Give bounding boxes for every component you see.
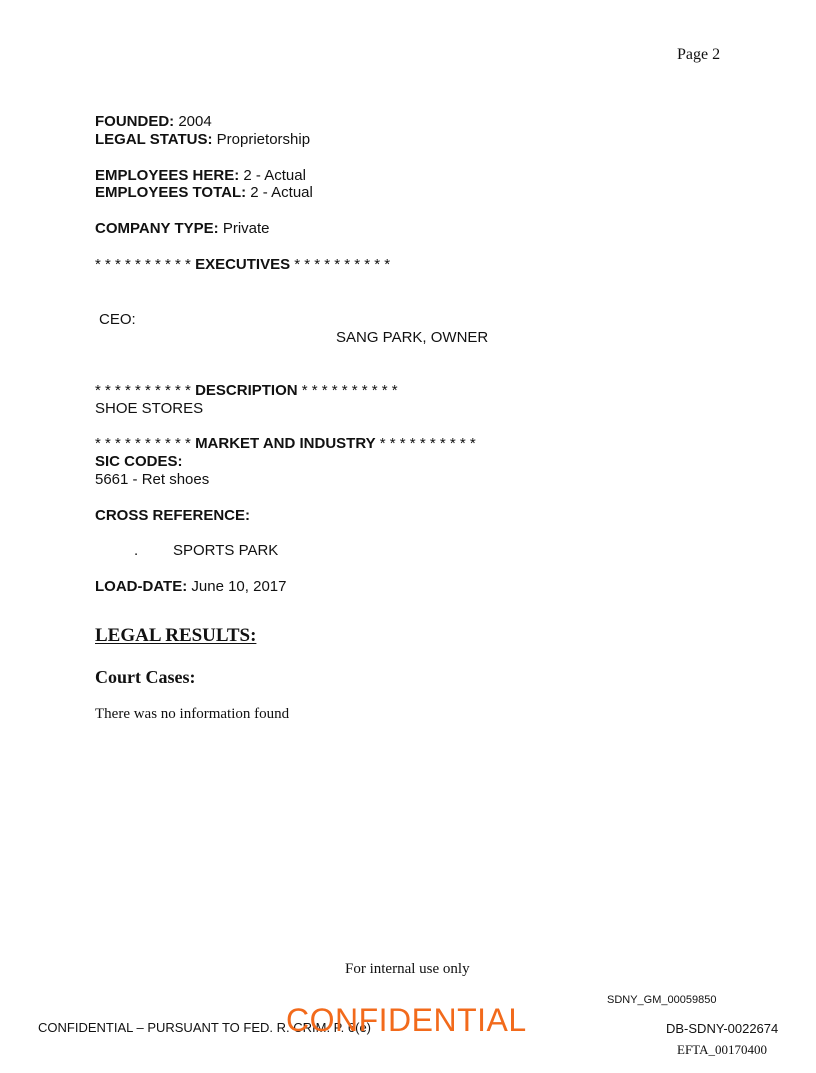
page-number: Page 2	[677, 46, 721, 63]
company-type-line	[95, 220, 270, 238]
company-type-value: Private	[222, 220, 270, 237]
market-stars-right: * * * * * * * * * *	[379, 435, 476, 452]
internal-use-notice: For internal use only	[345, 961, 470, 977]
legal-status-value: Proprietorship	[216, 131, 311, 148]
description-text: SHOE STORES	[95, 400, 204, 417]
sic-codes-label: SIC CODES:	[95, 453, 183, 470]
court-cases-heading: Court Cases:	[95, 667, 196, 687]
executives-heading	[95, 256, 390, 274]
employees-here-line	[95, 167, 306, 185]
bates-number-db: DB-SDNY-0022674	[666, 1021, 779, 1036]
employees-total-label: EMPLOYEES TOTAL:	[95, 184, 247, 201]
market-heading	[95, 435, 476, 453]
founded-line	[95, 113, 212, 131]
legal-results-heading: LEGAL RESULTS:	[95, 625, 257, 646]
cross-reference-bullet: .	[134, 542, 139, 559]
executive-role: CEO:	[99, 311, 136, 328]
cross-reference-label: CROSS REFERENCE:	[95, 507, 251, 524]
legal-status-line	[95, 131, 310, 149]
bates-number-sdny-gm: SDNY_GM_00059850	[607, 994, 717, 1006]
court-cases-text: There was no information found	[95, 706, 290, 722]
employees-total-value: 2 - Actual	[250, 184, 313, 201]
confidential-notice: CONFIDENTIAL – PURSUANT TO FED. R. CRIM. P. 6(e)	[38, 1020, 372, 1035]
description-title: DESCRIPTION	[195, 382, 298, 399]
sic-codes-value: 5661 - Ret shoes	[95, 471, 210, 488]
executives-title: EXECUTIVES	[195, 256, 291, 273]
description-stars-left: * * * * * * * * * *	[95, 382, 191, 399]
employees-here-value: 2 - Actual	[243, 167, 306, 184]
description-stars-right: * * * * * * * * * *	[301, 382, 398, 399]
bates-number-efta: EFTA_00170400	[677, 1042, 767, 1057]
cross-reference-value: SPORTS PARK	[173, 542, 279, 559]
market-title: MARKET AND INDUSTRY	[195, 435, 376, 452]
legal-status-label: LEGAL STATUS:	[95, 131, 213, 148]
load-date-line	[95, 578, 286, 596]
employees-here-label: EMPLOYEES HERE:	[95, 167, 240, 184]
executives-stars-left: * * * * * * * * * *	[95, 256, 191, 273]
executives-stars-right: * * * * * * * * * *	[294, 256, 391, 273]
founded-value: 2004	[178, 113, 212, 130]
company-type-label: COMPANY TYPE:	[95, 220, 219, 237]
description-heading	[95, 382, 398, 400]
load-date-label: LOAD-DATE:	[95, 578, 188, 595]
executive-name: SANG PARK, OWNER	[336, 329, 489, 346]
load-date-value: June 10, 2017	[191, 578, 287, 595]
founded-label: FOUNDED:	[95, 113, 175, 130]
employees-total-line	[95, 184, 313, 202]
market-stars-left: * * * * * * * * * *	[95, 435, 191, 452]
confidential-stamp: CONFIDENTIAL	[286, 1002, 527, 1038]
